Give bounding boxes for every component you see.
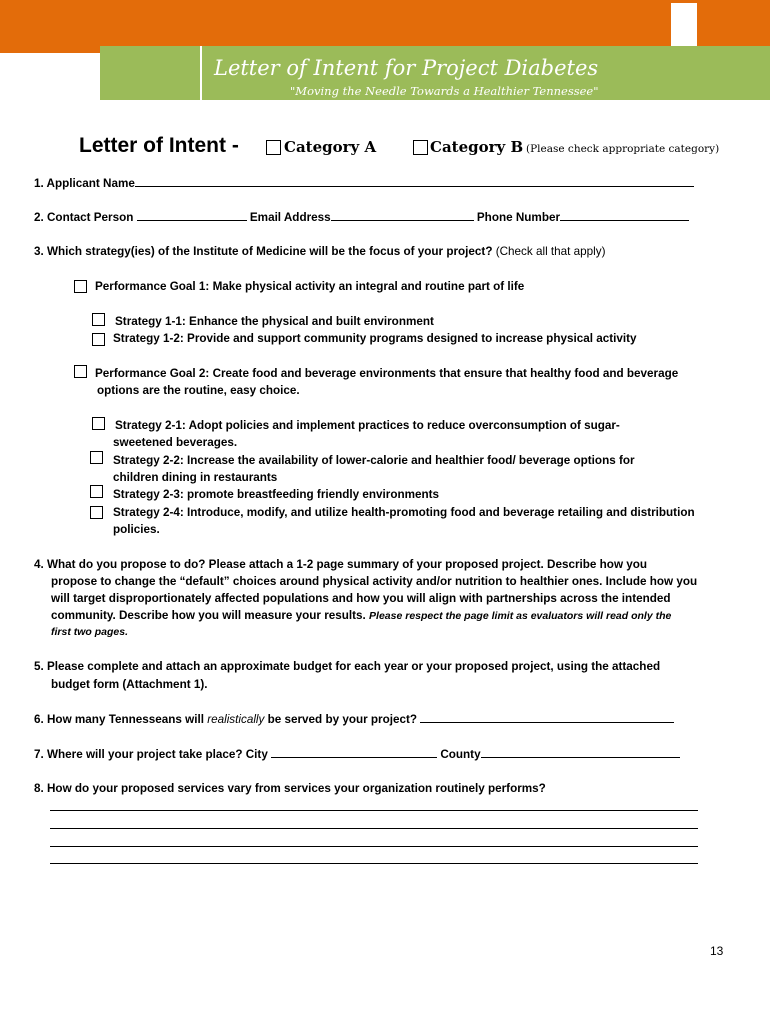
category-b-checkbox[interactable] xyxy=(413,140,428,155)
contact-person-label: 2. Contact Person xyxy=(34,211,134,224)
q6-prefix: 6. How many Tennesseans will xyxy=(34,713,204,726)
banner-divider xyxy=(200,46,202,100)
strategy-1-2-label: Strategy 1-2: Provide and support community programs designed to increase physical activity xyxy=(113,332,637,345)
q6-emphasis: realistically xyxy=(207,713,265,726)
q8-answer-line-1[interactable] xyxy=(50,810,698,811)
q4-line1: 4. What do you propose to do? Please attach a 1-2 page summary of your proposed project. Describe how you xyxy=(34,558,648,571)
county-label: County xyxy=(440,748,481,761)
category-b-label: Category B xyxy=(430,138,524,156)
page-number: 13 xyxy=(710,944,724,958)
q3-question xyxy=(34,243,606,260)
category-a-checkbox[interactable] xyxy=(266,140,281,155)
strategy-2-4-checkbox[interactable] xyxy=(90,506,103,519)
strategy-2-1-label-line1: Strategy 2-1: Adopt policies and implement practices to reduce overconsumption of sugar- xyxy=(115,419,620,432)
q4-line4-text: community. Describe how you will measure your results. xyxy=(51,609,366,622)
goal2-label-line1: Performance Goal 2: Create food and beverage environments that ensure that healthy food and beverage xyxy=(95,367,679,380)
contact-person-field[interactable] xyxy=(137,208,247,221)
q6-row xyxy=(34,710,674,728)
strategy-2-3-label: Strategy 2-3: promote breastfeeding friendly environments xyxy=(113,488,440,501)
q4-line3: will target disproportionately affected populations and how you will align with partnerships across the intended xyxy=(51,592,671,605)
strategy-2-2-label-line1: Strategy 2-2: Increase the availability of lower-calorie and healthier food/ beverage options for xyxy=(113,454,635,467)
strategy-2-2-checkbox[interactable] xyxy=(90,451,103,464)
page-title: Letter of Intent - xyxy=(79,134,239,157)
q7-label: 7. Where will your project take place? City xyxy=(34,748,268,761)
q3-label: 3. Which strategy(ies) of the Institute of Medicine will be the focus of your project? xyxy=(34,245,493,258)
q5-line2: budget form (Attachment 1). xyxy=(51,678,208,691)
q4-note-line1: Please respect the page limit as evaluators will read only the xyxy=(369,610,672,622)
goal1-checkbox[interactable] xyxy=(74,280,87,293)
goal2-checkbox[interactable] xyxy=(74,365,87,378)
phone-label: Phone Number xyxy=(476,211,561,224)
strategy-2-4-label-line2: policies. xyxy=(113,523,160,536)
q8-answer-line-2[interactable] xyxy=(50,828,698,829)
q6-suffix: be served by your project? xyxy=(267,713,418,726)
strategy-1-2-checkbox[interactable] xyxy=(92,333,105,346)
strategy-1-1-checkbox[interactable] xyxy=(92,313,105,326)
strategy-2-1-label-line2: sweetened beverages. xyxy=(113,436,238,449)
q8-answer-line-4[interactable] xyxy=(50,863,698,864)
phone-field[interactable] xyxy=(560,208,689,221)
q4-line2: propose to change the “default” choices around physical activity and/or nutrition to healthier ones. Include how you xyxy=(51,575,698,588)
banner-subtitle: "Moving the Needle Towards a Healthier Tennessee" xyxy=(290,84,599,98)
strategy-2-1-checkbox[interactable] xyxy=(92,417,105,430)
applicant-name-label: 1. Applicant Name xyxy=(34,177,135,190)
strategy-2-2-label-line2: children dining in restaurants xyxy=(113,471,278,484)
county-field[interactable] xyxy=(481,745,680,758)
q4-note-line2: first two pages. xyxy=(51,626,129,638)
category-a-label: Category A xyxy=(284,138,377,156)
q8-label: 8. How do your proposed services vary from services your organization routinely performs? xyxy=(34,782,546,795)
email-label: Email Address xyxy=(249,211,331,224)
banner-title: Letter of Intent for Project Diabetes xyxy=(214,56,599,80)
city-field[interactable] xyxy=(271,745,437,758)
applicant-name-field[interactable] xyxy=(135,174,694,187)
strategy-2-3-checkbox[interactable] xyxy=(90,485,103,498)
q1-row xyxy=(34,174,694,192)
q4-line4 xyxy=(51,607,671,625)
q2-row xyxy=(34,208,689,226)
q3-note: (Check all that apply) xyxy=(495,245,606,258)
q8-answer-line-3[interactable] xyxy=(50,846,698,847)
goal2-label-line2: options are the routine, easy choice. xyxy=(97,384,300,397)
goal1-label: Performance Goal 1: Make physical activity an integral and routine part of life xyxy=(95,280,525,293)
email-field[interactable] xyxy=(331,208,474,221)
category-note: (Please check appropriate category) xyxy=(526,143,720,155)
tennesseans-served-field[interactable] xyxy=(420,710,674,723)
q5-line1: 5. Please complete and attach an approximate budget for each year or your proposed project, using the attached xyxy=(34,660,661,673)
strategy-2-4-label-line1: Strategy 2-4: Introduce, modify, and utilize health-promoting food and beverage retailing and distribution xyxy=(113,506,695,519)
strategy-1-1-label: Strategy 1-1: Enhance the physical and built environment xyxy=(115,315,434,328)
q7-row xyxy=(34,745,680,763)
